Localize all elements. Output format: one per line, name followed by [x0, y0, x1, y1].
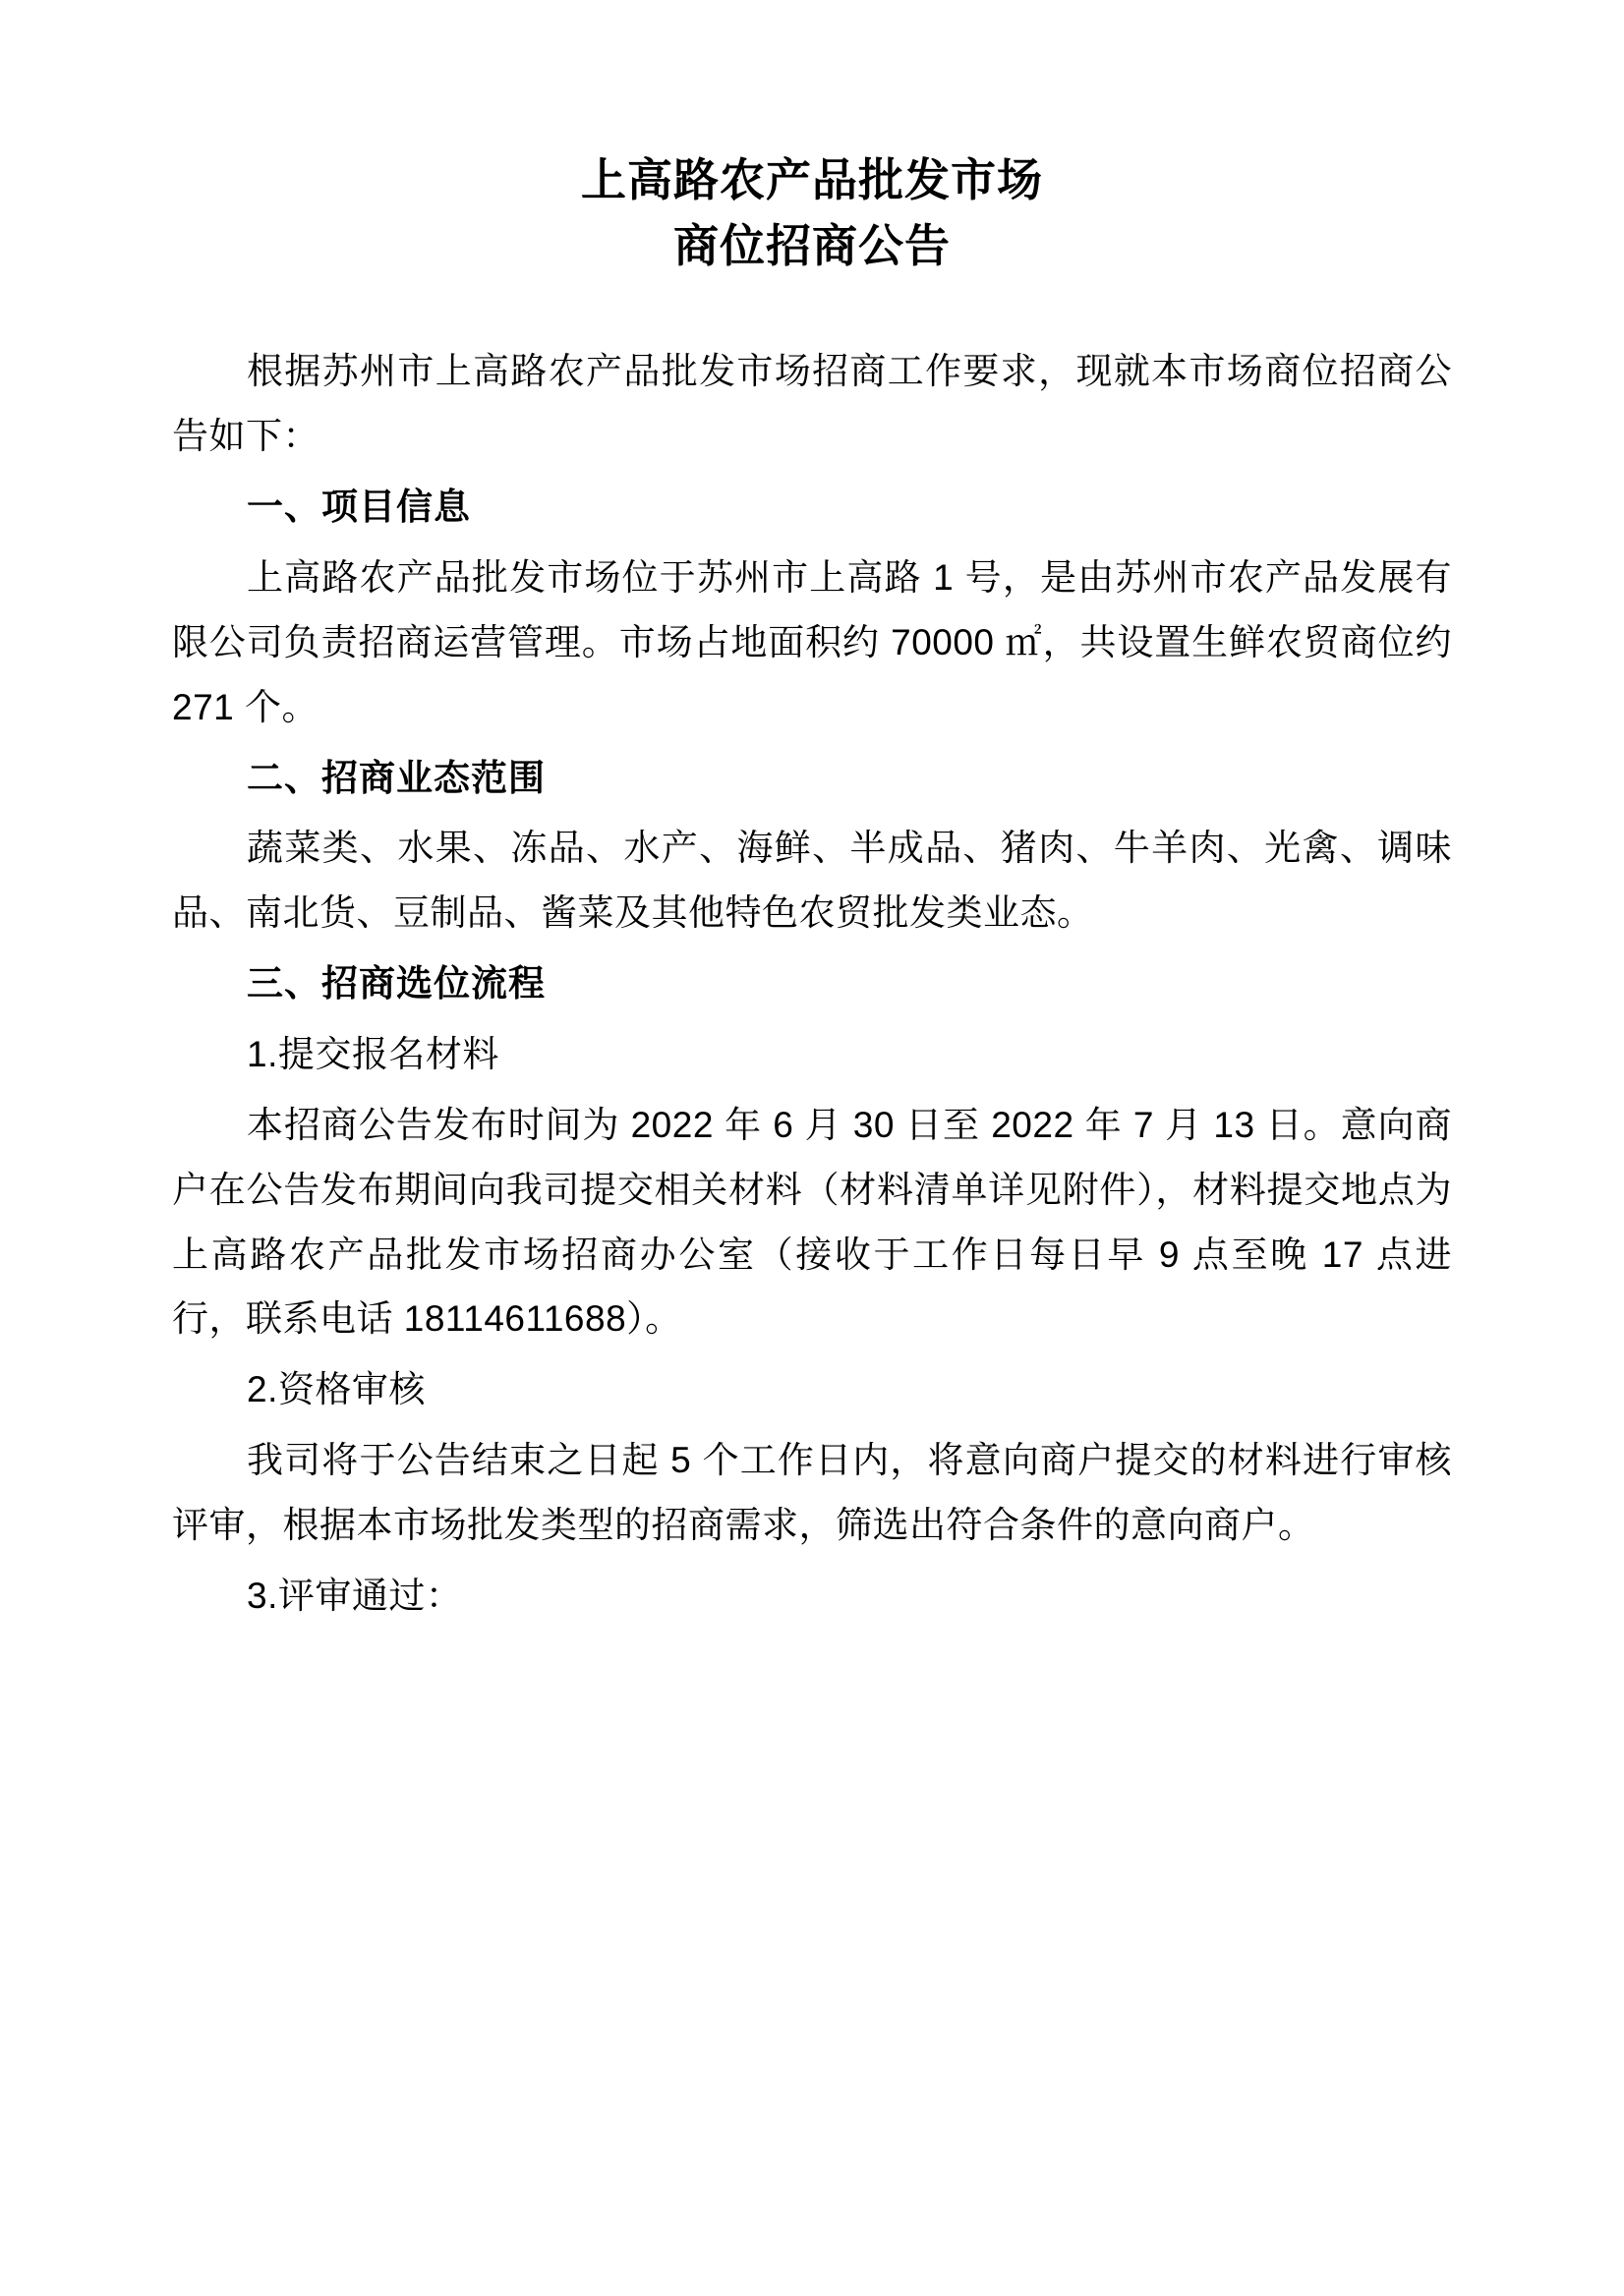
heading-section-3: 三、招商选位流程 — [247, 963, 546, 1004]
list-item-2: 2.资格审核 — [247, 1369, 426, 1410]
page-title-line-1: 上高路农产品批发市场 — [581, 154, 1043, 205]
page-title-line-2: 商位招商公告 — [673, 219, 951, 271]
paragraph-intro: 根据苏州市上高路农产品批发市场招商工作要求，现就本市场商位招商公告如下： — [172, 351, 1452, 457]
paragraph-section-2-body: 蔬菜类、水果、冻品、水产、海鲜、半成品、猪肉、牛羊肉、光禽、调味品、南北货、豆制品、酱菜及其他特色农贸批发类业态。 — [172, 828, 1452, 934]
page-title — [172, 147, 1452, 278]
heading-section-2: 二、招商业态范围 — [247, 757, 546, 798]
paragraph-item-2-body: 我司将于公告结束之日起 5 个工作日内，将意向商户提交的材料进行审核评审，根据本市场批发类型的招商需求，筛选出符合条件的意向商户。 — [172, 1440, 1452, 1545]
list-item-1: 1.提交报名材料 — [247, 1033, 499, 1074]
list-item-3: 3.评审通过： — [247, 1575, 463, 1616]
heading-section-1: 一、项目信息 — [247, 487, 471, 528]
paragraph-section-1-body: 上高路农产品批发市场位于苏州市上高路 1 号，是由苏州市农产品发展有限公司负责招商运营管理。市场占地面积约 70000 ㎡，共设置生鲜农贸商位约 271 个。 — [172, 556, 1452, 727]
paragraph-item-1-body: 本招商公告发布时间为 2022 年 6 月 30 日至 2022 年 7 月 13 日。意向商户在公告发布期间向我司提交相关材料（材料清单详见附件），材料提交地点为上高路农产品批发市场招商办公室（接收于工作日每日早 9 点至晚 17 点进行，联系电话 18114611688）。 — [172, 1104, 1452, 1340]
document-body — [172, 339, 1452, 1628]
